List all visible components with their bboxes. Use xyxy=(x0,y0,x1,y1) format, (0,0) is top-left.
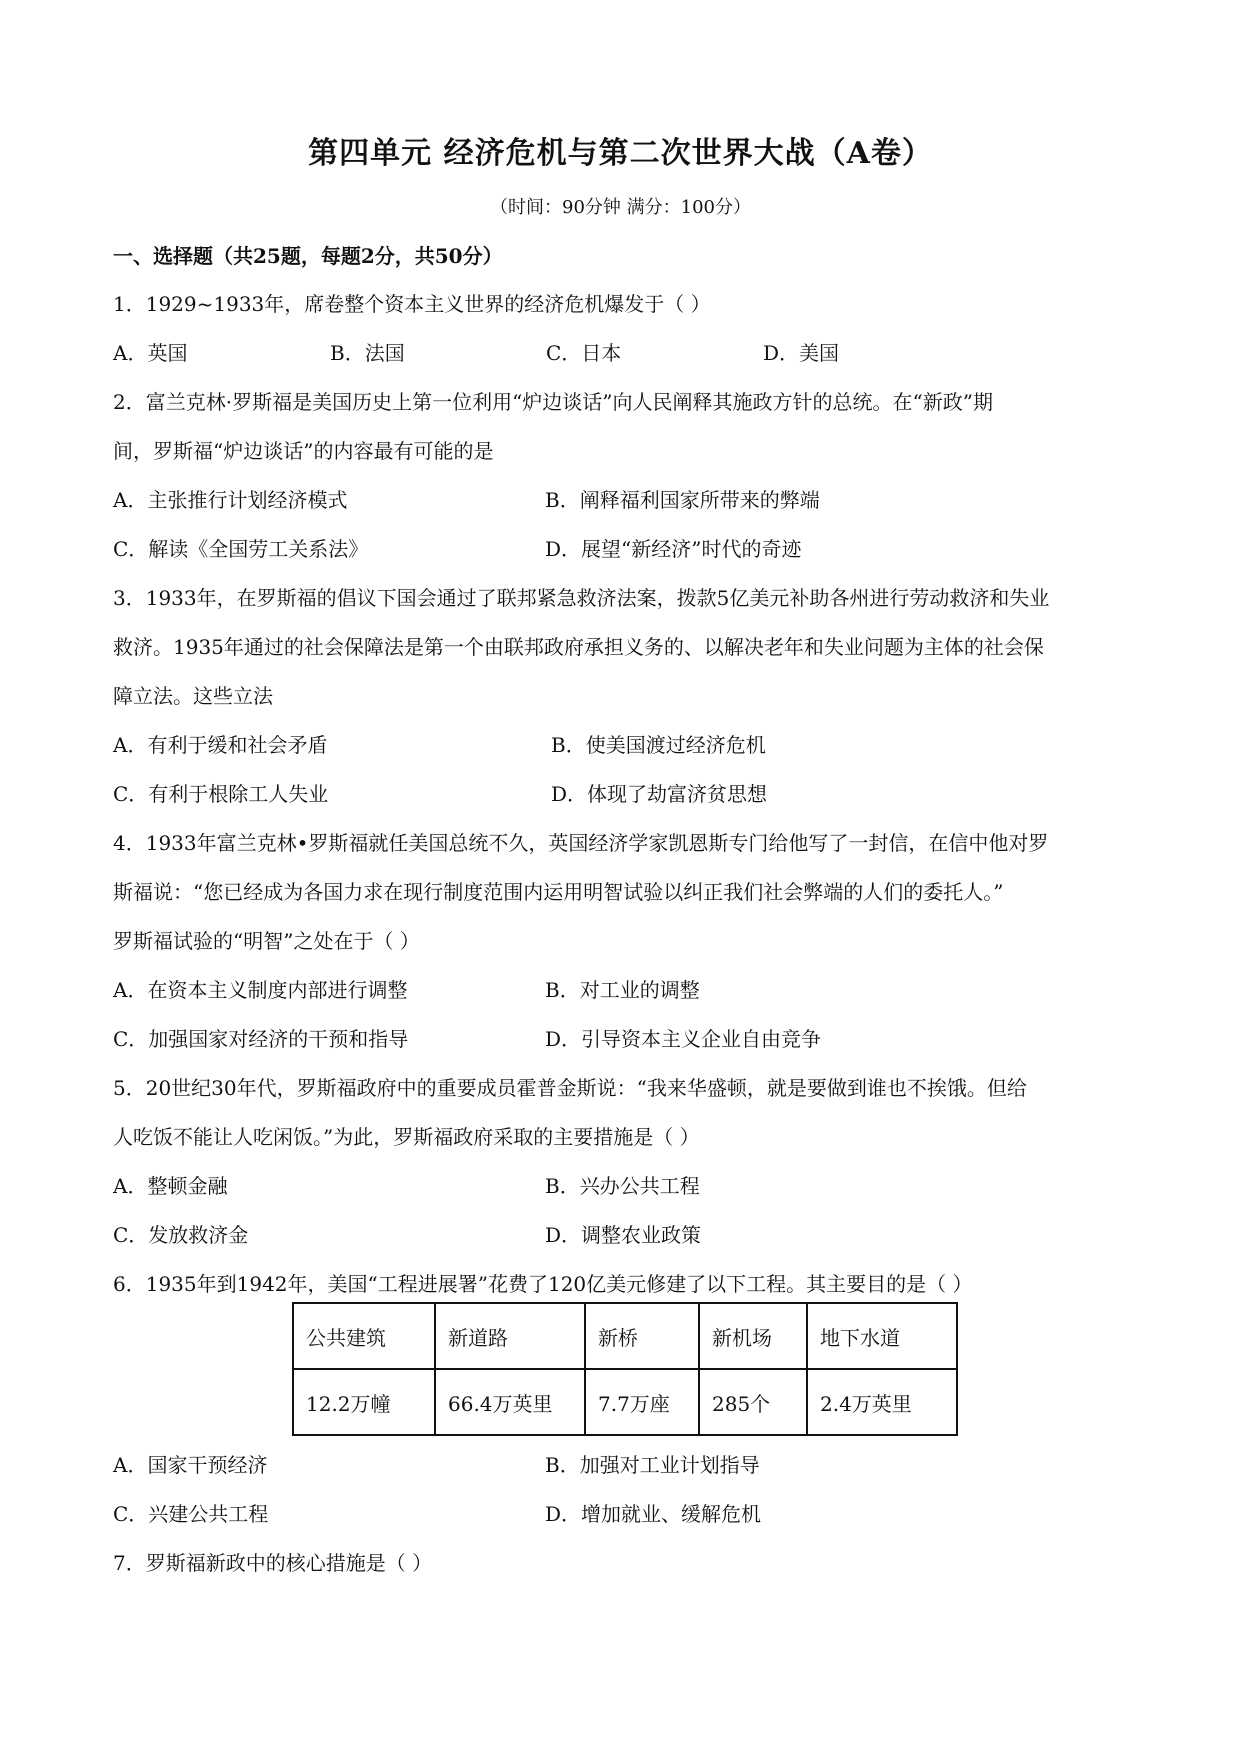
table-header-cell: 新机场 xyxy=(699,1303,807,1369)
question-1-option-d: D．美国 xyxy=(763,341,840,365)
question-6-option-b: B．加强对工业计划指导 xyxy=(545,1453,760,1477)
question-2-option-d: D．展望“新经济”时代的奇迹 xyxy=(545,537,802,561)
question-5-text-line-1: 5．20世纪30年代，罗斯福政府中的重要成员霍普金斯说：“我来华盛顿，就是要做到谁也不挨饿。但给 xyxy=(113,1076,1027,1100)
question-1-option-a: A．英国 xyxy=(113,341,188,365)
question-4-text-line-3: 罗斯福试验的“明智”之处在于（ ） xyxy=(113,929,420,953)
table-cell: 2.4万英里 xyxy=(807,1369,957,1435)
question-5-option-d: D．调整农业政策 xyxy=(545,1223,702,1247)
question-3-text-line-3: 障立法。这些立法 xyxy=(113,684,273,708)
table-cell: 7.7万座 xyxy=(585,1369,699,1435)
table-cell: 12.2万幢 xyxy=(293,1369,435,1435)
works-table xyxy=(292,1302,958,1436)
table-header-cell: 地下水道 xyxy=(807,1303,957,1369)
question-1-text: 1．1929~1933年，席卷整个资本主义世界的经济危机爆发于（ ） xyxy=(113,292,711,316)
exam-subtitle: （时间：90分钟 满分：100分） xyxy=(490,197,751,218)
question-5-option-a: A．整顿金融 xyxy=(113,1174,228,1198)
question-2-text-line-2: 间，罗斯福“炉边谈话”的内容最有可能的是 xyxy=(113,439,494,463)
question-4-text-line-1: 4．1933年富兰克林•罗斯福就任美国总统不久，英国经济学家凯恩斯专门给他写了一封信，在信中他对罗 xyxy=(113,831,1049,855)
section-heading: 一、选择题（共25题，每题2分，共50分） xyxy=(113,244,503,268)
question-3-option-c: C．有利于根除工人失业 xyxy=(113,782,329,806)
question-3-option-b: B．使美国渡过经济危机 xyxy=(551,733,766,757)
question-2-option-a: A．主张推行计划经济模式 xyxy=(113,488,348,512)
table-header-row xyxy=(293,1303,957,1369)
question-6-option-d: D．增加就业、缓解危机 xyxy=(545,1502,762,1526)
question-2-text-line-1: 2．富兰克林·罗斯福是美国历史上第一位利用“炉边谈话”向人民阐释其施政方针的总统。在“新政”期 xyxy=(113,390,993,414)
table-header-cell: 新道路 xyxy=(435,1303,585,1369)
question-4-option-a: A．在资本主义制度内部进行调整 xyxy=(113,978,408,1002)
question-6-text: 6．1935年到1942年，美国“工程进展署”花费了120亿美元修建了以下工程。其主要目的是（ ） xyxy=(113,1272,973,1296)
question-5-option-b: B．兴办公共工程 xyxy=(545,1174,700,1198)
question-3-text-line-1: 3．1933年，在罗斯福的倡议下国会通过了联邦紧急救济法案，拨款5亿美元补助各州进行劳动救济和失业 xyxy=(113,586,1050,610)
question-3-text-line-2: 救济。1935年通过的社会保障法是第一个由联邦政府承担义务的、以解决老年和失业问题为主体的社会保 xyxy=(113,635,1044,659)
question-5-option-c: C．发放救济金 xyxy=(113,1223,249,1247)
question-1-option-b: B．法国 xyxy=(330,341,405,365)
table-cell: 66.4万英里 xyxy=(435,1369,585,1435)
question-1-option-c: C．日本 xyxy=(546,341,622,365)
exam-title: 第四单元 经济危机与第二次世界大战（A卷） xyxy=(308,136,933,171)
question-4-option-d: D．引导资本主义企业自由竞争 xyxy=(545,1027,822,1051)
question-6-option-c: C．兴建公共工程 xyxy=(113,1502,269,1526)
question-6-option-a: A．国家干预经济 xyxy=(113,1453,268,1477)
table-header-cell: 公共建筑 xyxy=(293,1303,435,1369)
question-7-text: 7．罗斯福新政中的核心措施是（ ） xyxy=(113,1551,433,1575)
table-header-cell: 新桥 xyxy=(585,1303,699,1369)
question-4-option-c: C．加强国家对经济的干预和指导 xyxy=(113,1027,409,1051)
question-3-option-a: A．有利于缓和社会矛盾 xyxy=(113,733,328,757)
table-row xyxy=(293,1369,957,1435)
question-4-text-line-2: 斯福说：“您已经成为各国力求在现行制度范围内运用明智试验以纠正我们社会弊端的人们的委托人。” xyxy=(113,880,1004,904)
question-2-option-b: B．阐释福利国家所带来的弊端 xyxy=(545,488,820,512)
question-5-text-line-2: 人吃饭不能让人吃闲饭。”为此，罗斯福政府采取的主要措施是（ ） xyxy=(113,1125,700,1149)
table-cell: 285个 xyxy=(699,1369,807,1435)
question-4-option-b: B．对工业的调整 xyxy=(545,978,700,1002)
question-2-option-c: C．解读《全国劳工关系法》 xyxy=(113,537,369,561)
question-3-option-d: D．体现了劫富济贫思想 xyxy=(551,782,768,806)
